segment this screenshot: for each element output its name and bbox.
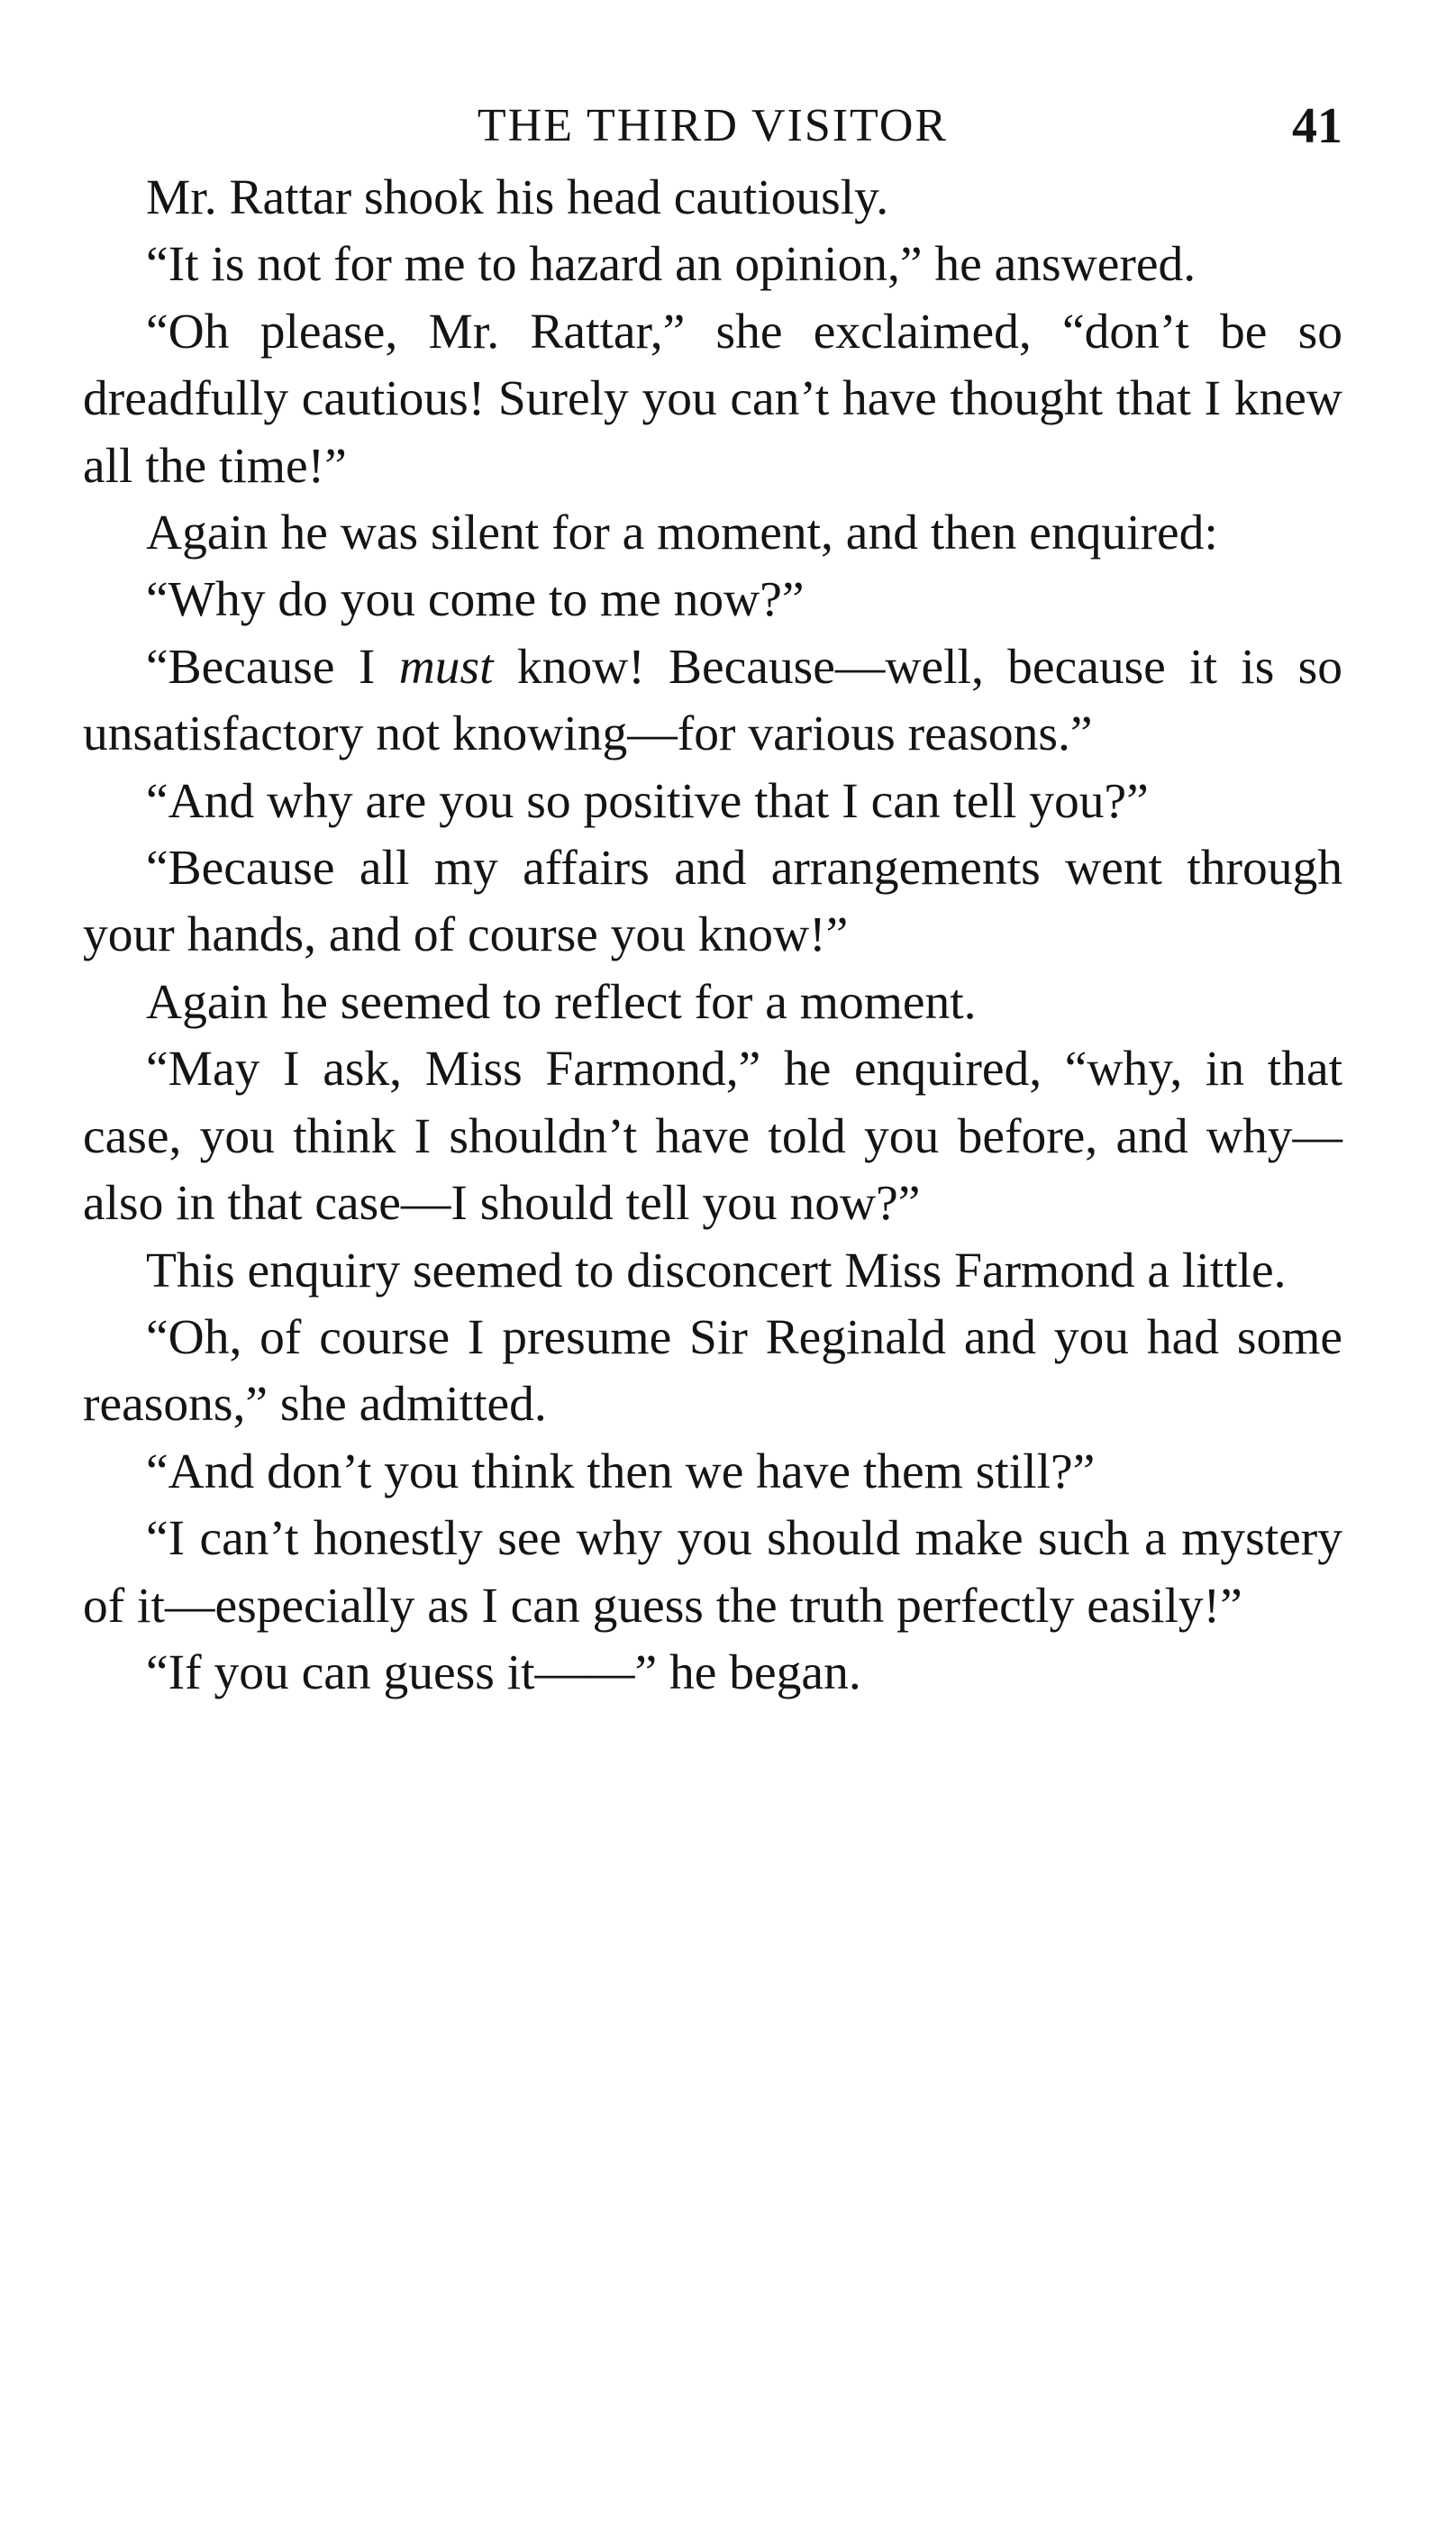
paragraph: “And why are you so positive that I can tell you?” bbox=[146, 773, 1149, 829]
paragraph-text: “Because I bbox=[146, 639, 399, 695]
paragraph: Again he seemed to reflect for a moment. bbox=[146, 974, 977, 1030]
paragraph: “May I ask, Miss Farmond,” he enquired, “why, in that case, you think I shouldn’t have told you before, and why—also in that case—I should tell you now?” bbox=[83, 1042, 1342, 1232]
paragraph: This enquiry seemed to disconcert Miss Farmond a little. bbox=[146, 1243, 1287, 1298]
paragraph: “I can’t honestly see why you should make such a mystery of it—especially as I can guess the truth perfectly easily!” bbox=[83, 1511, 1342, 1634]
book-page bbox=[83, 95, 1342, 1707]
running-head bbox=[83, 95, 1342, 158]
paragraph bbox=[83, 634, 1342, 769]
paragraph: “Oh please, Mr. Rattar,” she exclaimed, “don’t be so dreadfully cautious! Surely you can’t have thought that I knew all the time!” bbox=[83, 304, 1342, 494]
paragraph: “It is not for me to hazard an opinion,” he answered. bbox=[146, 237, 1197, 293]
paragraph: “If you can guess it——” he began. bbox=[146, 1644, 861, 1700]
paragraph: “Why do you come to me now?” bbox=[146, 572, 805, 628]
paragraph-text: know! Because—well, because it is so unsatisfactory not knowing—for various reasons.” bbox=[83, 639, 1342, 762]
paragraph: “Oh, of course I presume Sir Reginald and you had some reasons,” she admitted. bbox=[83, 1309, 1342, 1433]
body-text bbox=[83, 165, 1342, 1707]
paragraph: “Because all my affairs and arrangements went through your hands, and of course you know!” bbox=[83, 841, 1342, 963]
paragraph: Mr. Rattar shook his head cautiously. bbox=[146, 170, 889, 225]
emphasized-word: must bbox=[398, 639, 494, 695]
page-number: 41 bbox=[1292, 98, 1342, 154]
paragraph: “And don’t you think then we have them still?” bbox=[146, 1444, 1096, 1499]
running-title: THE THIRD VISITOR bbox=[477, 100, 949, 151]
paragraph: Again he was silent for a moment, and then enquired: bbox=[146, 505, 1218, 561]
